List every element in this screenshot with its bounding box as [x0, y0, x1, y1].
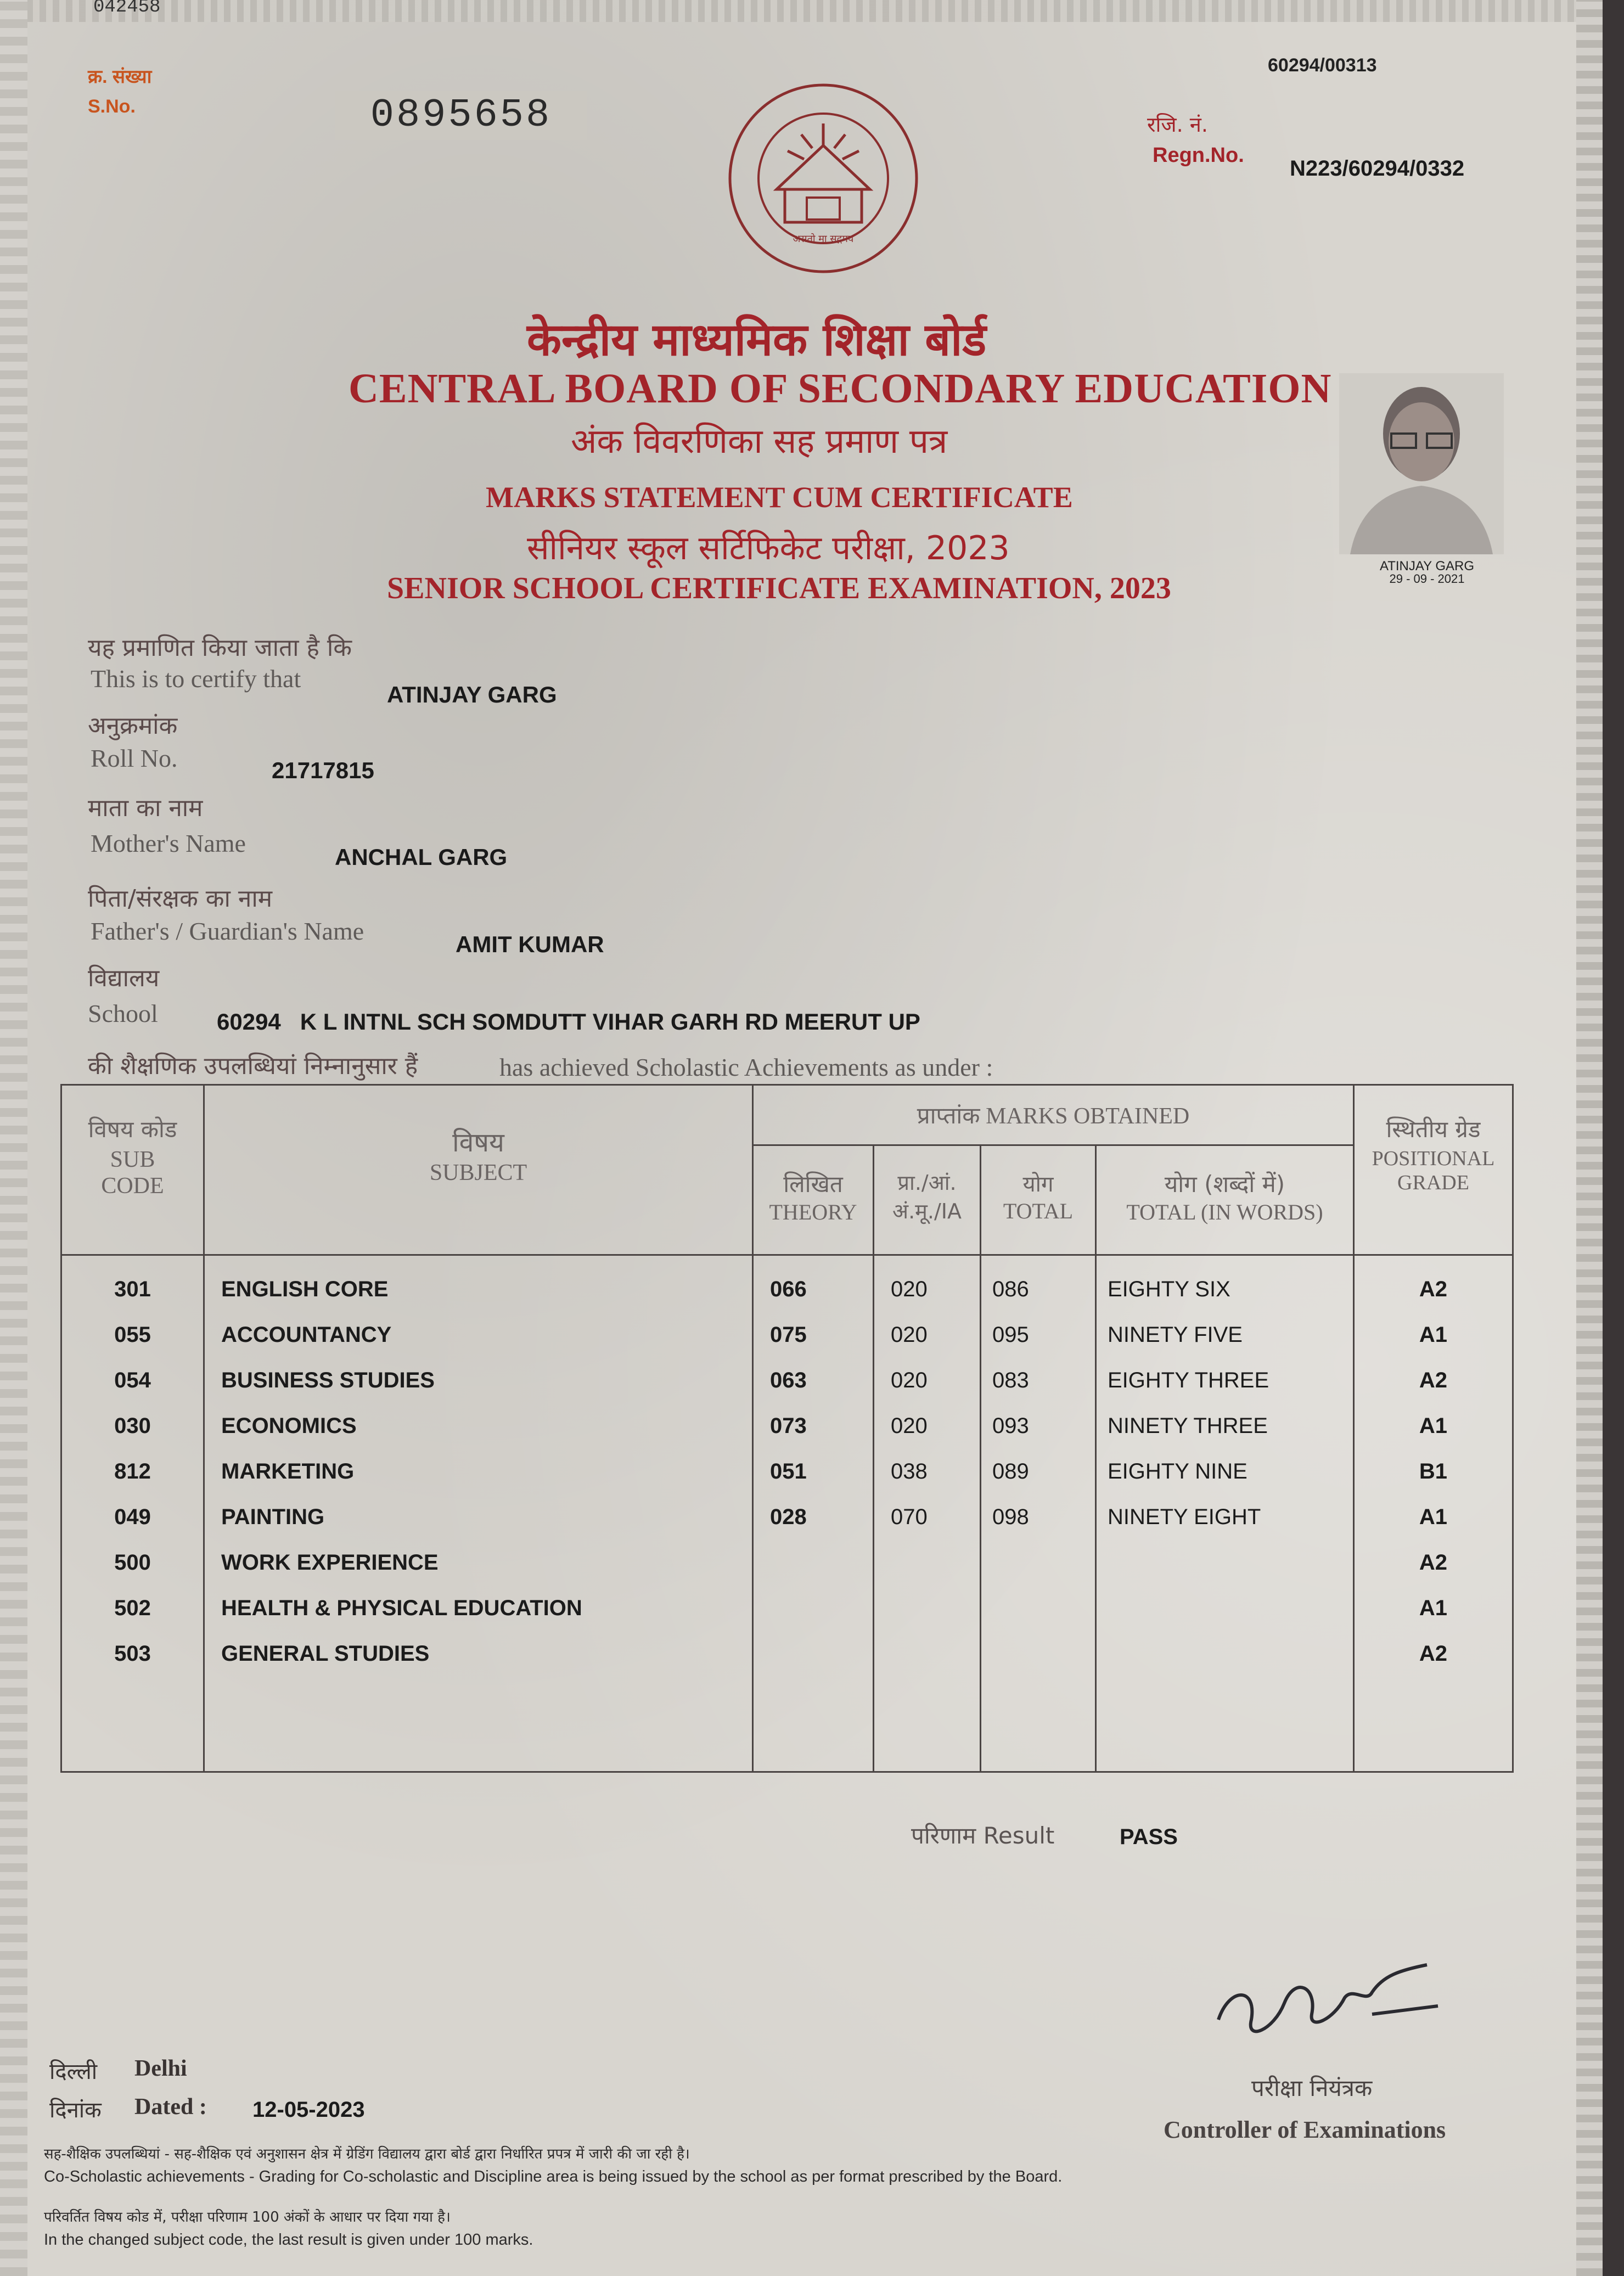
table-row-subject: GENERAL STUDIES	[221, 1642, 430, 1666]
school-label-hi: विद्यालय	[88, 964, 160, 992]
dated-label-hi: दिनांक	[49, 2098, 102, 2123]
table-row-code: 049	[114, 1505, 151, 1529]
decorative-border-right	[1576, 0, 1603, 2276]
board-name-en: CENTRAL BOARD OF SECONDARY EDUCATION	[349, 366, 1332, 412]
roll-label-en: Roll No.	[91, 744, 178, 772]
table-row-code: 030	[114, 1414, 151, 1438]
top-serial: 042458	[93, 0, 161, 18]
cbse-seal	[724, 80, 922, 288]
header-marks-obtained: प्राप्तांक MARKS OBTAINED	[753, 1085, 1354, 1145]
table-row-subject: ECONOMICS	[221, 1414, 357, 1438]
table-row-subject: ENGLISH CORE	[221, 1277, 389, 1301]
student-photo	[1339, 373, 1504, 586]
note-coscholastic-en: Co-Scholastic achievements - Grading for Co-scholastic and Discipline area is being issued by the school as per format prescribed by the Board.	[44, 2168, 1063, 2185]
column-theory	[753, 1255, 874, 1772]
father-label-en: Father's / Guardian's Name	[91, 917, 364, 945]
table-row-words: NINETY FIVE	[1108, 1323, 1243, 1347]
header-internal-assessment: प्रा./आं. अं.मू./IA	[874, 1145, 981, 1255]
table-row-grade: A2	[1419, 1642, 1448, 1666]
table-row-subject: BUSINESS STUDIES	[221, 1368, 435, 1392]
serial-number: 0895658	[335, 91, 587, 140]
mother-label-en: Mother's Name	[91, 829, 246, 857]
header-subject: विषय SUBJECT	[204, 1085, 753, 1255]
header-theory: लिखित THEORY	[753, 1145, 874, 1255]
column-sub-code	[61, 1255, 204, 1772]
certify-label-en: This is to certify that	[91, 665, 301, 693]
exam-title-en: SENIOR SCHOOL CERTIFICATE EXAMINATION, 2023	[387, 571, 1171, 605]
dated-label-en: Dated :	[134, 2094, 207, 2120]
top-reference: 60294/00313	[1268, 55, 1377, 76]
student-name: ATINJAY GARG	[387, 682, 557, 707]
table-row-theory: 066	[770, 1277, 807, 1301]
school-name: 60294 K L INTNL SCH SOMDUTT VIHAR GARH RD MEERUT UP	[217, 1009, 920, 1035]
photo-caption-date: 29 - 09 - 2021	[1389, 572, 1465, 586]
table-row-words: EIGHTY NINE	[1108, 1459, 1247, 1483]
student-photo-icon	[1339, 373, 1504, 554]
table-row-subject: PAINTING	[221, 1505, 325, 1529]
photo-caption-name: ATINJAY GARG	[1379, 559, 1475, 574]
table-row-code: 054	[114, 1368, 151, 1392]
table-row-code: 055	[114, 1323, 151, 1347]
controller-label-en: Controller of Examinations	[1164, 2116, 1446, 2143]
table-row-grade: A1	[1419, 1596, 1448, 1620]
column-total-in-words	[1096, 1255, 1354, 1772]
table-row-grade: A2	[1419, 1368, 1448, 1392]
table-row-grade: A2	[1419, 1550, 1448, 1575]
regn-number: N223/60294/0332	[1290, 156, 1465, 181]
table-row-grade: A1	[1419, 1505, 1448, 1529]
table-row-subject: HEALTH & PHYSICAL EDUCATION	[221, 1596, 582, 1620]
table-row-theory: 073	[770, 1414, 807, 1438]
cbse-seal-icon	[724, 80, 922, 288]
place-label-hi: दिल्ली	[49, 2059, 98, 2084]
note-changed-subject-en: In the changed subject code, the last result is given under 100 marks.	[44, 2231, 533, 2249]
issue-date: 12-05-2023	[252, 2098, 365, 2122]
controller-label-hi: परीक्षा नियंत्रक	[1251, 2075, 1373, 2101]
table-row-theory: 063	[770, 1368, 807, 1392]
board-name-hi: केन्द्रीय माध्यमिक शिक्षा बोर्ड	[527, 314, 987, 366]
table-row-grade: A1	[1419, 1414, 1448, 1438]
doc-title-en: MARKS STATEMENT CUM CERTIFICATE	[486, 481, 1073, 514]
column-positional-grade	[1354, 1255, 1513, 1772]
table-row-total: 083	[992, 1368, 1029, 1392]
header-total: योग TOTAL	[981, 1145, 1096, 1255]
result-label: परिणाम Result	[911, 1822, 1055, 1849]
table-row-theory: 075	[770, 1323, 807, 1347]
father-name: AMIT KUMAR	[456, 931, 604, 957]
table-row-ia: 020	[891, 1414, 928, 1438]
table-row-subject: ACCOUNTANCY	[221, 1323, 392, 1347]
table-row-ia: 020	[891, 1277, 928, 1301]
table-row-ia: 020	[891, 1368, 928, 1392]
table-row-total: 093	[992, 1414, 1029, 1438]
column-subject	[204, 1255, 753, 1772]
doc-title-hi: अंक विवरणिका सह प्रमाण पत्र	[571, 421, 948, 461]
table-row-words: EIGHTY SIX	[1108, 1277, 1230, 1301]
controller-signature	[1207, 1954, 1443, 2053]
table-row-subject: WORK EXPERIENCE	[221, 1550, 439, 1575]
header-total-in-words: योग (शब्दों में) TOTAL (IN WORDS)	[1096, 1145, 1354, 1255]
result-value: PASS	[1120, 1825, 1178, 1849]
regn-label-hi: रजि. नं.	[1147, 113, 1208, 137]
sr-no-label-en: S.No.	[88, 96, 136, 117]
table-row-ia: 070	[891, 1505, 928, 1529]
table-row-code: 503	[114, 1642, 151, 1666]
table-row-code: 812	[114, 1459, 151, 1483]
table-row-code: 301	[114, 1277, 151, 1301]
table-row-total: 086	[992, 1277, 1029, 1301]
header-positional-grade: स्थितीय ग्रेड POSITIONAL GRADE	[1354, 1085, 1513, 1255]
table-row-total: 098	[992, 1505, 1029, 1529]
table-row-words: NINETY EIGHT	[1108, 1505, 1261, 1529]
school-label-en: School	[88, 999, 158, 1027]
table-row-grade: A1	[1419, 1323, 1448, 1347]
mother-name: ANCHAL GARG	[335, 844, 508, 870]
header-sub-code: विषय कोड SUB CODE	[61, 1085, 204, 1255]
sr-no-label-hi: क्र. संख्या	[88, 66, 152, 87]
table-row-words: EIGHTY THREE	[1108, 1368, 1269, 1392]
table-row-code: 500	[114, 1550, 151, 1575]
seal-motto: असतो मा सद्गमय	[793, 233, 854, 245]
table-row-subject: MARKETING	[221, 1459, 355, 1483]
roll-number: 21717815	[272, 757, 374, 783]
table-row-ia: 020	[891, 1323, 928, 1347]
roll-label-hi: अनुक्रमांक	[88, 712, 178, 740]
note-coscholastic-hi: सह-शैक्षिक उपलब्धियां - सह-शैक्षिक एवं अनुशासन क्षेत्र में ग्रेडिंग विद्यालय द्वारा बोर्ड द्वारा निर्धारित प्रपत्र में जारी की जा रही है।	[44, 2146, 690, 2162]
decorative-border-left	[0, 0, 27, 2276]
regn-label-en: Regn.No.	[1153, 144, 1244, 167]
table-row-grade: B1	[1419, 1459, 1448, 1483]
achievement-label-hi: की शैक्षणिक उपलब्धियां निम्नानुसार हैं	[88, 1052, 418, 1080]
table-row-words: NINETY THREE	[1108, 1414, 1268, 1438]
place-label-en: Delhi	[134, 2056, 187, 2081]
table-row-ia: 038	[891, 1459, 928, 1483]
table-row-theory: 028	[770, 1505, 807, 1529]
table-row-total: 089	[992, 1459, 1029, 1483]
note-changed-subject-hi: परिवर्तित विषय कोड में, परीक्षा परिणाम 100 अंकों के आधार पर दिया गया है।	[44, 2209, 451, 2226]
exam-title-hi: सीनियर स्कूल सर्टिफिकेट परीक्षा, 2023	[527, 529, 1010, 567]
signature-icon	[1207, 1954, 1443, 2053]
column-total	[981, 1255, 1096, 1772]
table-row-total: 095	[992, 1323, 1029, 1347]
certify-label-hi: यह प्रमाणित किया जाता है कि	[88, 634, 352, 662]
achievement-label-en: has achieved Scholastic Achievements as under :	[499, 1053, 993, 1081]
column-internal-assessment	[874, 1255, 981, 1772]
table-row-code: 502	[114, 1596, 151, 1620]
marks-table	[60, 1084, 1514, 1773]
mother-label-hi: माता का नाम	[88, 794, 203, 822]
father-label-hi: पिता/संरक्षक का नाम	[88, 885, 273, 913]
decorative-border-top	[0, 0, 1603, 22]
table-row-grade: A2	[1419, 1277, 1448, 1301]
table-row-theory: 051	[770, 1459, 807, 1483]
